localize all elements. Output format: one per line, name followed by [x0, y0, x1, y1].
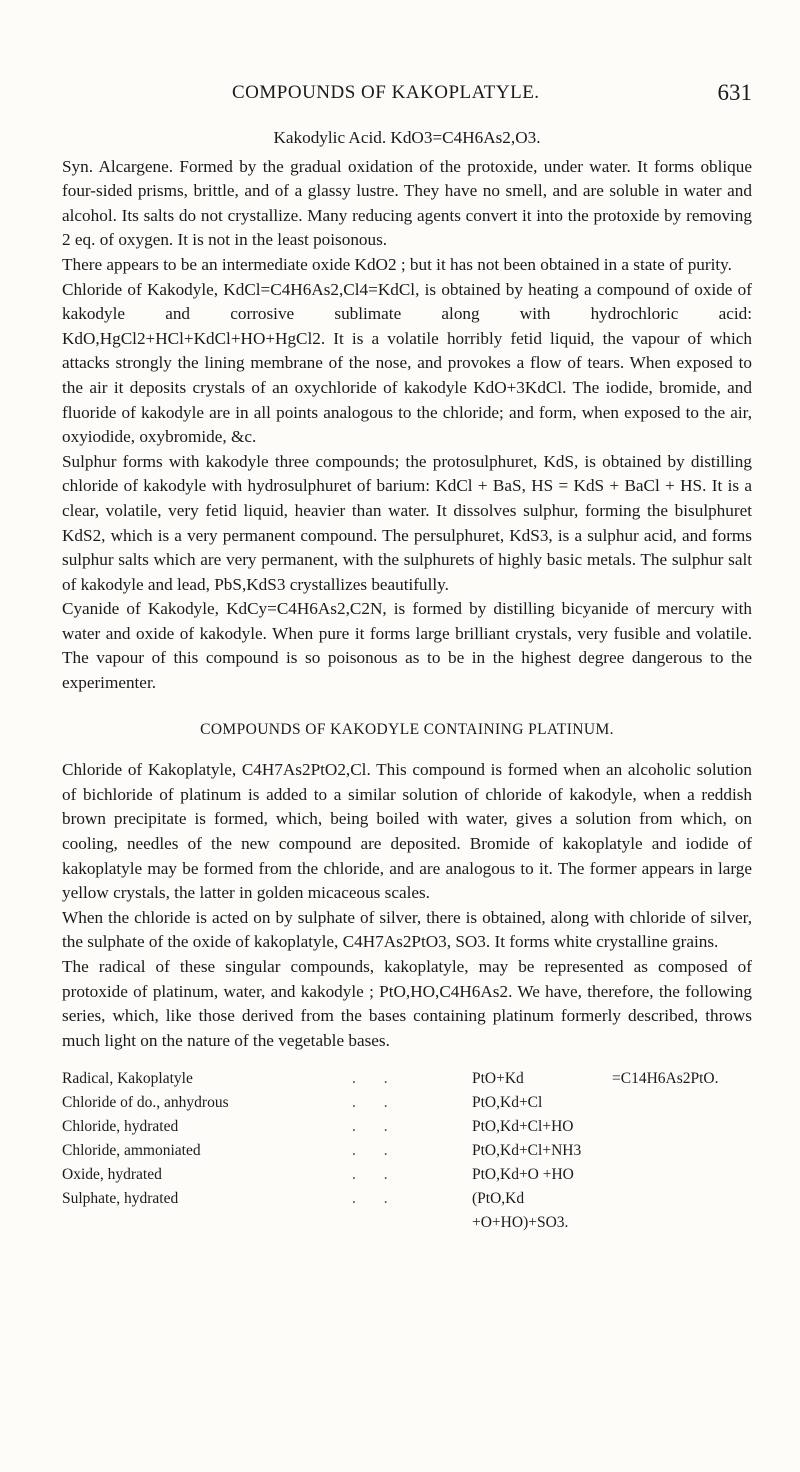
- table-cell-name: Radical, Kakoplatyle: [62, 1070, 193, 1088]
- paragraph: There appears to be an intermediate oxide KdO2 ; but it has not been obtained in a state of purity.: [62, 254, 732, 274]
- paragraph: Sulphur forms with kakodyle three compounds; the protosulphuret, KdS, is obtained by distilling chloride of kakodyle with hydrosulphuret of barium: KdCl + BaS, HS = KdS + BaCl + HS. It is a clear, volatile, very fetid liquid, heavier than water. It dissolves sulphur, forming the bisulphuret KdS2, which is a very permanent compound. The persulphuret, KdS3, is a sulphur acid, and forms sulphur salts which are very permanent, with the sulphurets of highly basic metals. The sulphur salt of kakodyle and lead, PbS,KdS3 crystallizes beautifully.: [62, 451, 752, 594]
- paragraph: Chloride of Kakoplatyle, C4H7As2PtO2,Cl. This compound is formed when an alcoholic solution of bichloride of platinum is added to a similar solution of chloride of kakodyle, when a reddish brown precipitate is formed, which, being boiled with water, gives a solution from which, on cooling, needles of the new compound are deposited. Bromide of kakoplatyle and iodide of kakoplatyle may be formed from the chloride, and are analogous to it. The former appears in large yellow crystals, the latter in golden micaceous scales.: [62, 760, 752, 903]
- leader-dots: . .: [352, 1166, 400, 1184]
- leader-dots: . .: [352, 1118, 400, 1136]
- paragraph: Chloride of Kakodyle, KdCl=C4H6As2,Cl4=KdCl, is obtained by heating a compound of oxide of kakodyle and corrosive sublimate along with hydrochloric acid: KdO,HgCl2+HCl+KdCl+HO+HgCl2. It is a volatile horribly fetid liquid, the vapour of which attacks strongly the lining membrane of the nose, and provokes a flow of tears. When exposed to the air it deposits crystals of an oxychloride of kakodyle KdO+3KdCl. The iodide, bromide, and fluoride of kakodyle are in all points analogous to the chloride; and form, when exposed to the air, oxyiodide, oxybromide, &c.: [62, 279, 752, 447]
- section-heading: COMPOUNDS OF KAKODYLE CONTAINING PLATINUM.: [200, 720, 614, 738]
- table-cell-equiv: =C14H6As2PtO.: [612, 1070, 719, 1088]
- section-title: Kakodylic Acid. KdO3=C4H6As2,O3.: [273, 128, 541, 147]
- table-cell-formula: PtO,Kd+O +HO: [472, 1166, 574, 1184]
- table-cell-equiv: [612, 1139, 752, 1163]
- page-header: [62, 82, 752, 112]
- table-cell-name: Chloride, hydrated: [62, 1118, 179, 1136]
- table-row: [62, 1067, 752, 1091]
- table-cell-formula: PtO+Kd: [472, 1070, 524, 1088]
- paragraph: Syn. Alcargene. Formed by the gradual oxidation of the protoxide, under water. It forms oblique four-sided prisms, brittle, and of a glassy lustre. They have no smell, and are soluble in water and alcohol. Its salts do not crystallize. Many reducing agents convert it into the protoxide by removing 2 eq. of oxygen. It is not in the least poisonous.: [62, 156, 752, 250]
- table-row: [62, 1163, 752, 1187]
- table-cell-name: Sulphate, hydrated: [62, 1190, 179, 1208]
- paragraph: Cyanide of Kakodyle, KdCy=C4H6As2,C2N, is formed by distilling bicyanide of mercury with water and oxide of kakodyle. When pure it forms large brilliant crystals, very fusible and volatile. The vapour of this compound is so poisonous as to be in the highest degree dangerous to the experimenter.: [62, 599, 752, 693]
- table-cell-equiv: [612, 1115, 752, 1139]
- leader-dots: . .: [352, 1142, 400, 1160]
- table-cell-formula: PtO,Kd+Cl+HO: [472, 1118, 574, 1136]
- table-row: [62, 1115, 752, 1139]
- leader-dots: . .: [352, 1070, 400, 1088]
- series-table: [62, 1067, 752, 1235]
- table-cell-formula: PtO,Kd+Cl+NH3: [472, 1142, 582, 1160]
- table-cell-name: Oxide, hydrated: [62, 1166, 162, 1184]
- running-head: COMPOUNDS OF KAKOPLATYLE.: [232, 82, 540, 103]
- table-row: [62, 1187, 752, 1235]
- page-number: 631: [717, 80, 752, 105]
- paragraph: When the chloride is acted on by sulphate of silver, there is obtained, along with chloride of silver, the sulphate of the oxide of kakoplatyle, C4H7As2PtO3, SO3. It forms white crystalline grains.: [62, 907, 752, 952]
- table-cell-equiv: [612, 1187, 752, 1235]
- table-cell-formula: (PtO,Kd +O+HO)+SO3.: [472, 1190, 569, 1232]
- table-cell-equiv: [612, 1163, 752, 1187]
- leader-dots: . .: [352, 1190, 400, 1208]
- page-body: [62, 126, 752, 1235]
- table-cell-equiv: [612, 1091, 752, 1115]
- table-row: [62, 1091, 752, 1115]
- table-cell-formula: PtO,Kd+Cl: [472, 1094, 543, 1112]
- table-cell-name: Chloride of do., anhydrous: [62, 1094, 229, 1112]
- table-cell-name: Chloride, ammoniated: [62, 1142, 201, 1160]
- table-row: [62, 1139, 752, 1163]
- paragraph: The radical of these singular compounds, kakoplatyle, may be represented as composed of protoxide of platinum, water, and kakodyle ; PtO,HO,C4H6As2. We have, therefore, the following series, which, like those derived from the bases containing platinum formerly described, throws much light on the nature of the vegetable bases.: [62, 957, 752, 1050]
- leader-dots: . .: [352, 1094, 400, 1112]
